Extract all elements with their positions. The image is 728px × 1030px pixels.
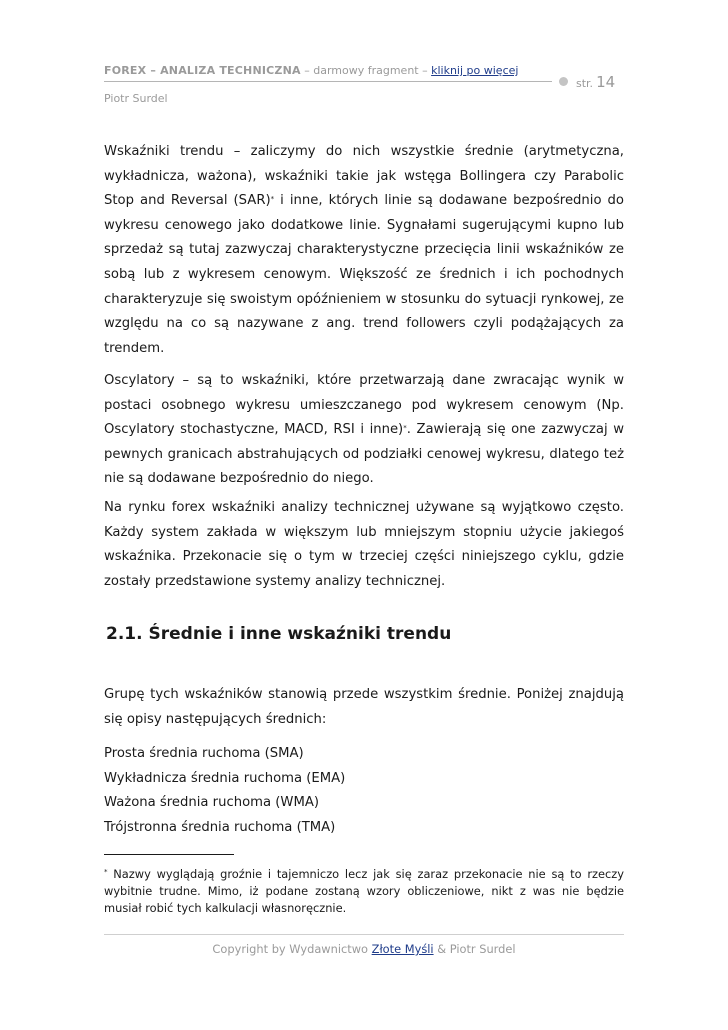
footnote-marker: *	[403, 424, 407, 433]
footnote-marker: *	[270, 195, 275, 204]
bullet-dot-icon	[559, 77, 568, 86]
list-item: Wykładnicza średnia ruchoma (EMA)	[104, 770, 346, 786]
footnote-text: Nazwy wyglądają groźnie i tajemniczo lecz jak się zaraz przekonacie nie są to rzeczy wybitnie trudne. Mimo, iż podane zostaną wzory obliczeniowe, nikt z was nie będzie musiał robić tych kalkulacji własnoręcznie.	[104, 867, 624, 916]
paragraph-averages-intro: Grupę tych wskaźników stanowią przede wszystkim średnie. Poniżej znajdują się opisy następujących średnich:	[104, 687, 624, 727]
footer-prefix: Copyright by Wydawnictwo	[212, 942, 372, 956]
header-divider	[104, 81, 552, 82]
page-footer	[104, 942, 624, 956]
header-subtitle: darmowy fragment	[313, 64, 419, 77]
book-title: FOREX – ANALIZA TECHNICZNA	[104, 64, 301, 77]
paragraph-text: Oscylatory – są to wskaźniki, które przetwarzają dane zwracając wynik w postaci osobnego wykresu umieszczanego pod wykresem cenowym (Np. Oscylatory stochastyczne, MACD, RSI i inne)	[104, 373, 624, 438]
paragraph-forex-usage: Na rynku forex wskaźniki analizy technicznej używane są wyjątkowo często. Każdy system zakłada w większym lub mniejszym stopniu użycie jakiegoś wskaźnika. Przekonacie się o tym w trzeciej części niniejszego cyklu, gdzie zostały przedstawione systemy analizy technicznej.	[104, 500, 624, 589]
paragraph-text: . Zawierają się one zazwyczaj w pewnych granicach abstrahujących od podziałki cenowej wykresu, dlatego też nie są dodawane bezpośrednio do niego.	[104, 422, 624, 487]
footnote-marker: *	[104, 868, 108, 876]
header-separator: –	[300, 64, 314, 77]
paragraph-text: Wskaźniki trendu – zaliczymy do nich wszystkie średnie (arytmetyczna, wykładnicza, ważona), wskaźniki takie jak wstęga Bollingera czy Parabolic Stop and Reversal (SAR)	[104, 144, 624, 209]
list-item: Ważona średnia ruchoma (WMA)	[104, 795, 319, 811]
header-separator-2: –	[418, 64, 432, 77]
page-number: 14	[596, 73, 616, 91]
paragraph-oscillators	[104, 369, 624, 492]
footer-divider	[104, 934, 624, 935]
publisher-link[interactable]: Złote Myśli	[371, 942, 434, 956]
page-label: str.	[576, 77, 594, 90]
section-heading: 2.1. Średnie i inne wskaźniki trendu	[106, 624, 452, 644]
footnote	[104, 866, 624, 918]
footnote-divider	[104, 854, 234, 855]
footer-suffix: & Piotr Surdel	[433, 942, 516, 956]
header-author: Piotr Surdel	[104, 92, 168, 105]
more-link[interactable]: kliknij po więcej	[431, 64, 519, 77]
list-item: Prosta średnia ruchoma (SMA)	[104, 746, 304, 761]
averages-list	[104, 742, 624, 840]
page-number-block	[576, 72, 615, 91]
list-item: Trójstronna średnia ruchoma (TMA)	[104, 819, 336, 835]
paragraph-text: i inne, których linie są dodawane bezpośrednio do wykresu cenowego jako dodatkowe linie. Sygnałami sugerującymi kupno lub sprzedaż są tutaj zazwyczaj charakterystyczne przecięcia linii wskaźników ze sobą lub z wykresem cenowym. Większość ze średnich i ich pochodnych charakteryzuje się swoistym opóźnieniem w stosunku do sytuacji rynkowej, ze względu na co są nazywane z ang. trend followers czyli podążających za trendem.	[104, 193, 624, 356]
header-title-line	[104, 64, 518, 77]
paragraph-trend-indicators	[104, 140, 624, 361]
